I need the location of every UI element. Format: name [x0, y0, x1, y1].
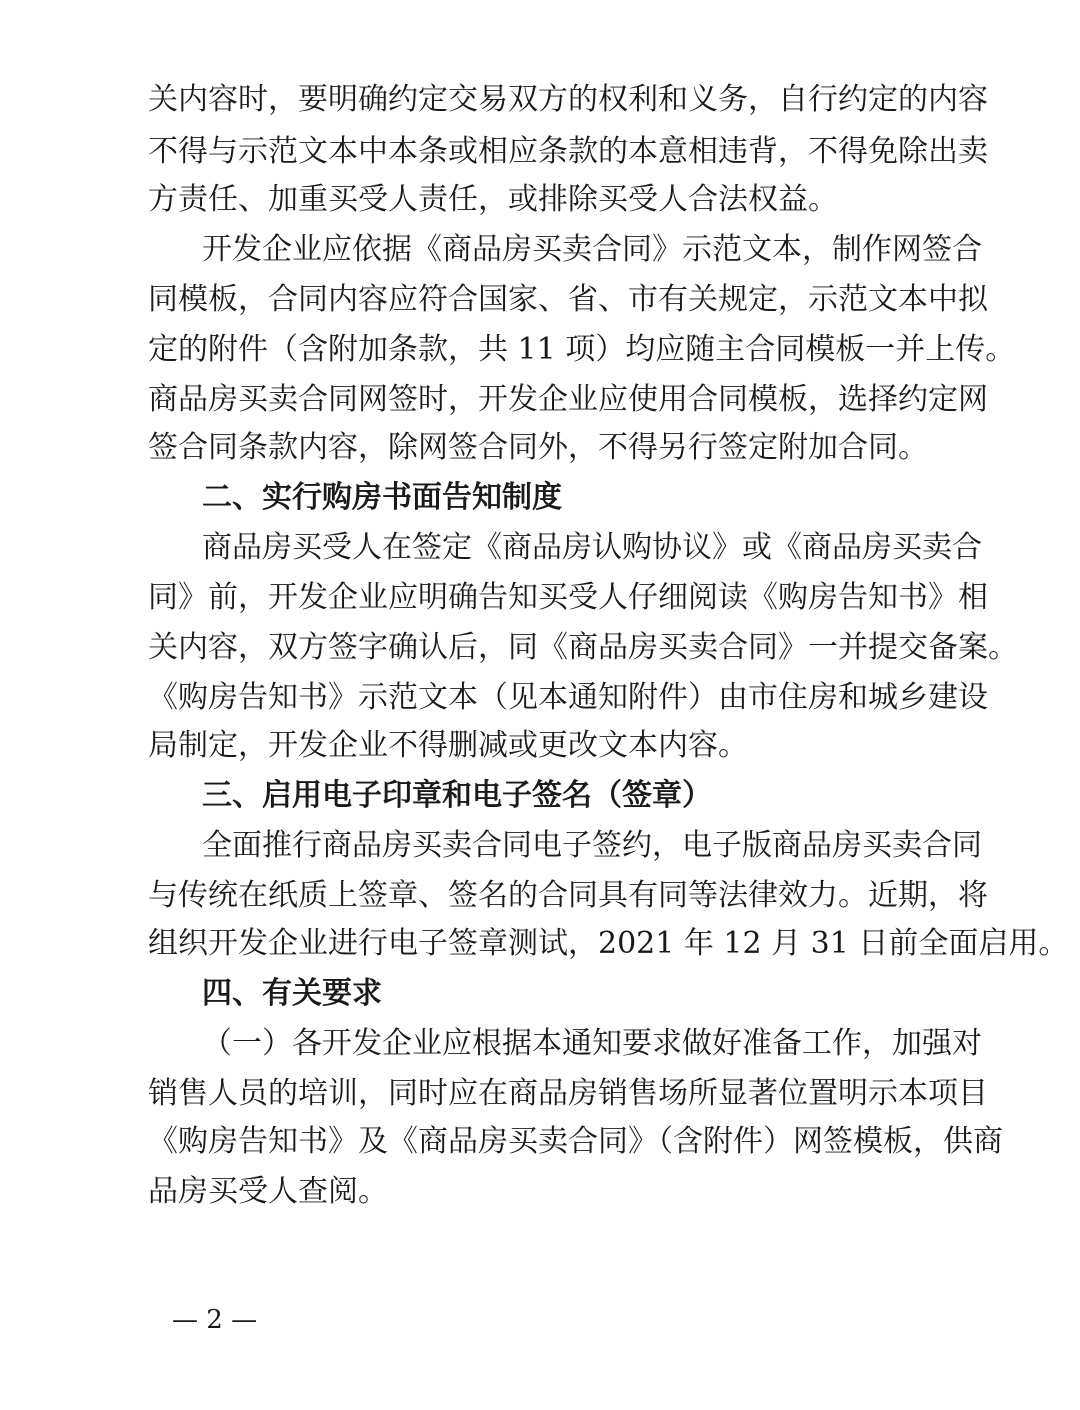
paragraph-line: 全面推行商品房买卖合同电子签约，电子版商品房买卖合同 — [202, 828, 982, 863]
paragraph-line: 与传统在纸质上签章、签名的合同具有同等法律效力。近期，将 — [148, 878, 988, 913]
paragraph-line: （一）各开发企业应根据本通知要求做好准备工作，加强对 — [202, 1026, 982, 1061]
section-heading-3: 三、启用电子印章和电子签名（签章） — [202, 778, 712, 813]
paragraph-line: 组织开发企业进行电子签章测试，2021 年 12 月 31 日前全面启用。 — [148, 926, 1069, 961]
paragraph-line: 同》前，开发企业应明确告知买受人仔细阅读《购房告知书》相 — [148, 580, 988, 615]
paragraph-line: 开发企业应依据《商品房买卖合同》示范文本，制作网签合 — [202, 232, 982, 267]
paragraph-line: 《购房告知书》及《商品房买卖合同》（含附件）网签模板，供商 — [148, 1124, 1003, 1159]
section-heading-4: 四、有关要求 — [202, 976, 382, 1011]
section-heading-2: 二、实行购房书面告知制度 — [202, 480, 562, 515]
paragraph-line: 局制定，开发企业不得删减或更改文本内容。 — [148, 728, 748, 763]
paragraph-line: 关内容，双方签字确认后，同《商品房买卖合同》一并提交备案。 — [148, 630, 1018, 665]
paragraph-line: 签合同条款内容，除网签合同外，不得另行签定附加合同。 — [148, 430, 928, 465]
paragraph-line: 商品房买受人在签定《商品房认购协议》或《商品房买卖合 — [202, 530, 982, 565]
paragraph-line: 关内容时，要明确约定交易双方的权利和义务，自行约定的内容 — [148, 82, 988, 117]
paragraph-line: 方责任、加重买受人责任，或排除买受人合法权益。 — [148, 182, 838, 217]
page-number: — 2 — — [172, 1305, 258, 1335]
paragraph-line: 品房买受人查阅。 — [148, 1174, 388, 1209]
paragraph-line: 商品房买卖合同网签时，开发企业应使用合同模板，选择约定网 — [148, 382, 988, 417]
paragraph-line: 不得与示范文本中本条或相应条款的本意相违背，不得免除出卖 — [148, 134, 988, 169]
paragraph-line: 销售人员的培训，同时应在商品房销售场所显著位置明示本项目 — [148, 1076, 988, 1111]
paragraph-line: 同模板，合同内容应符合国家、省、市有关规定，示范文本中拟 — [148, 282, 988, 317]
paragraph-line: 定的附件（含附加条款，共 11 项）均应随主合同模板一并上传。 — [148, 332, 1016, 367]
paragraph-line: 《购房告知书》示范文本（见本通知附件）由市住房和城乡建设 — [148, 680, 988, 715]
